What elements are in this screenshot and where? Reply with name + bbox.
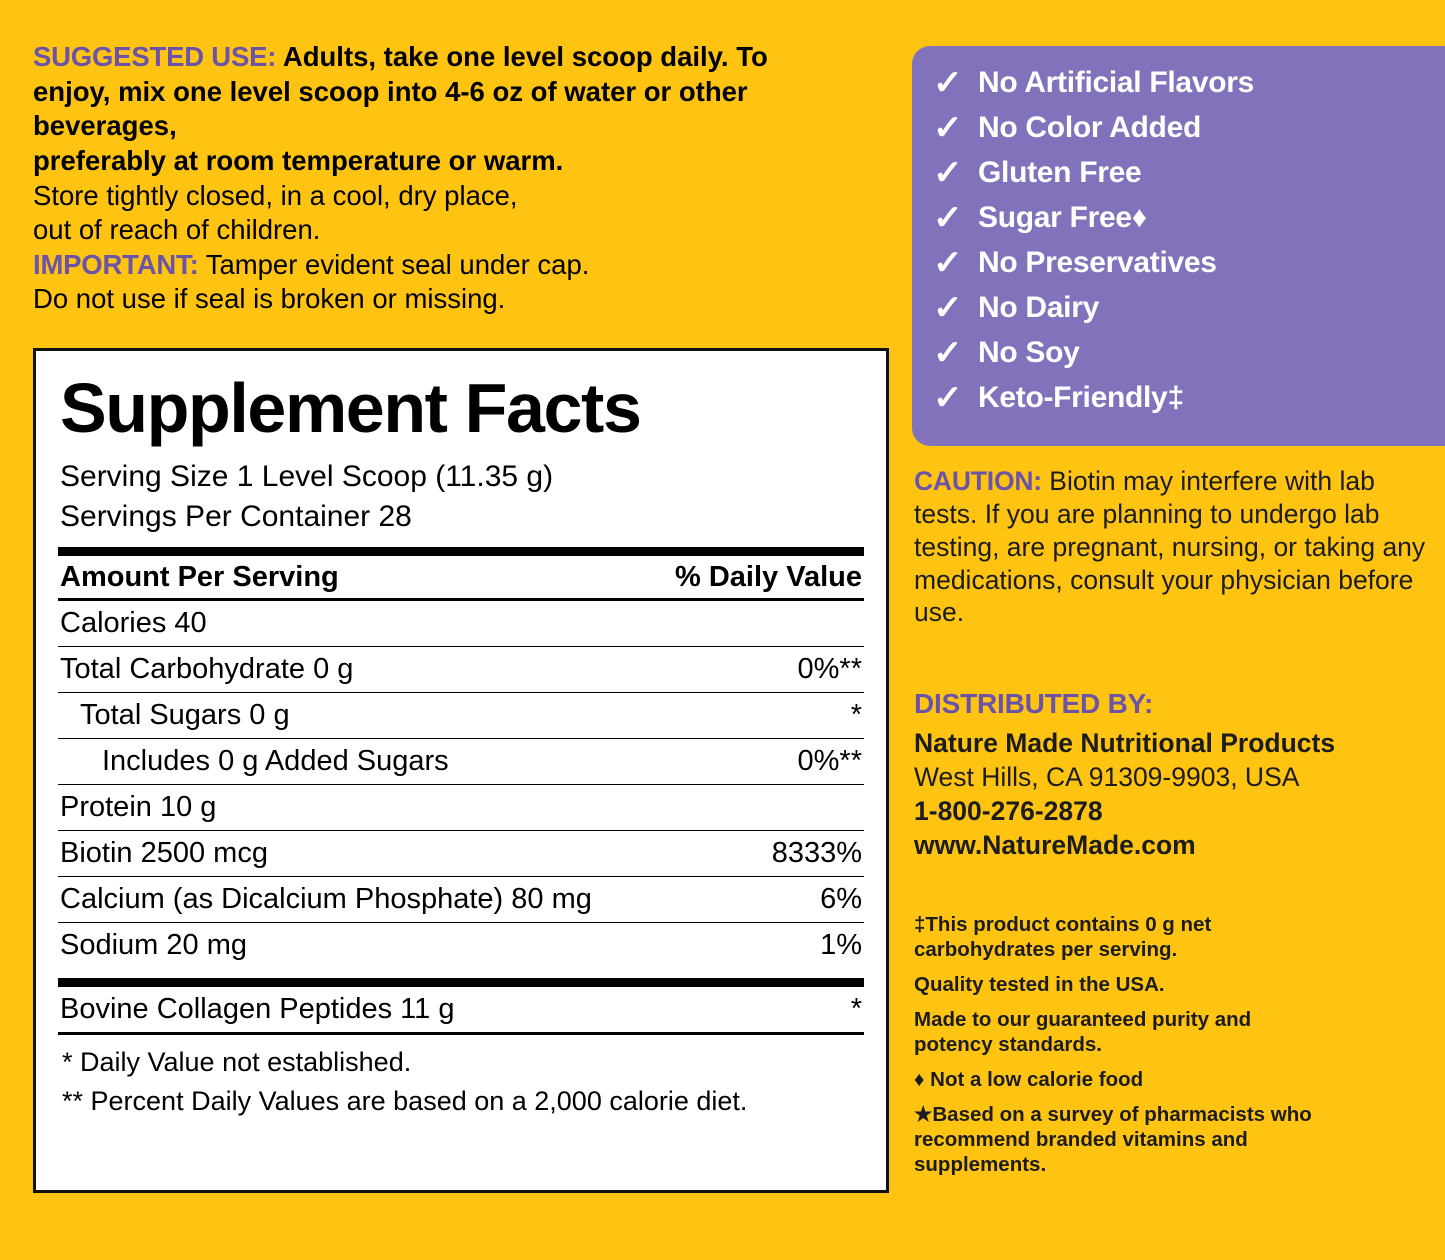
nutrient-dv: * [850, 698, 862, 731]
footnote-2: ** Percent Daily Values are based on a 2,000 calorie diet. [62, 1085, 748, 1116]
nutrient-dv: 1% [820, 928, 862, 961]
fine-print-line: ★Based on a survey of pharmacists who recommend branded vitamins and supplements. [914, 1103, 1312, 1176]
servings-per-container: Servings Per Container 28 [60, 499, 412, 533]
table-row [58, 739, 864, 784]
nutrient-name: Sodium 20 mg [60, 928, 247, 961]
suggested-use-line-3: preferably at room temperature or warm. [33, 144, 564, 176]
nutrient-name: Calcium (as Dicalcium Phosphate) 80 mg [60, 882, 592, 915]
company-phone[interactable]: 1-800-276-2878 [914, 795, 1103, 826]
check-icon: ✓ [932, 198, 963, 237]
suggested-use-line-1: Adults, take one level scoop daily. To [282, 41, 768, 72]
claim-item [912, 240, 1445, 285]
caution-body: Biotin may interfere with lab tests. If you are planning to undergo lab testing, are pregnant, nursing, or taking any medications, consult your physician before use. [914, 466, 1426, 628]
nutrient-name: Biotin 2500 mcg [60, 836, 268, 869]
nutrient-name: Bovine Collagen Peptides 11 g [60, 992, 455, 1025]
supplement-facts-title: Supplement Facts [60, 369, 641, 447]
storage-line-2: out of reach of children. [33, 214, 321, 246]
table-row [58, 923, 864, 968]
check-icon: ✓ [932, 243, 963, 282]
check-icon: ✓ [932, 63, 963, 102]
check-icon: ✓ [932, 153, 963, 192]
claim-label: No Preservatives [978, 245, 1217, 279]
claim-item [912, 285, 1445, 330]
distributed-by-heading: DISTRIBUTED BY: [914, 688, 1154, 719]
claim-label: Keto-Friendly‡ [978, 380, 1184, 414]
important-label: IMPORTANT: [33, 248, 199, 280]
storage-paragraph [33, 179, 893, 248]
nutrient-dv: 0%** [797, 652, 862, 685]
footnote-1: * Daily Value not established. [62, 1046, 412, 1077]
nutrient-dv: 0%** [797, 744, 862, 777]
claims-panel [912, 46, 1445, 446]
nutrient-name: Total Sugars 0 g [80, 698, 290, 731]
important-paragraph [33, 248, 893, 317]
nutrient-dv: 6% [820, 882, 862, 915]
claim-label: No Dairy [978, 290, 1099, 324]
daily-value-header: % Daily Value [675, 560, 862, 593]
nutrient-dv: 8333% [771, 836, 862, 869]
footnotes [58, 1035, 864, 1119]
suggested-use-label: SUGGESTED USE: [33, 41, 277, 72]
important-line-2: Do not use if seal is broken or missing. [33, 283, 506, 315]
divider-thick-top [58, 547, 864, 556]
suggested-use-paragraph [33, 40, 893, 179]
claim-item [912, 150, 1445, 195]
claim-item [912, 375, 1445, 420]
fine-print-line: ‡This product contains 0 g net carbohydrates per serving. [914, 913, 1212, 961]
nutrient-dv: * [850, 992, 862, 1025]
table-row-collagen [58, 987, 864, 1032]
claim-label: Sugar Free♦ [978, 200, 1147, 234]
caution-text [914, 465, 1444, 629]
nutrient-name: Calories 40 [60, 606, 207, 639]
claim-item [912, 105, 1445, 150]
table-row [58, 877, 864, 922]
table-row [58, 647, 864, 692]
storage-line-1: Store tightly closed, in a cool, dry place, [33, 179, 518, 211]
claim-item [912, 60, 1445, 105]
distributed-by-block [914, 727, 1444, 863]
amount-per-serving-header: Amount Per Serving [60, 560, 339, 593]
table-row [58, 693, 864, 738]
claim-label: No Soy [978, 335, 1080, 369]
usage-section [33, 40, 893, 317]
fine-print-block [914, 912, 1314, 1187]
claim-item [912, 195, 1445, 240]
table-row [58, 831, 864, 876]
claim-label: No Artificial Flavors [978, 65, 1254, 99]
suggested-use-line-2: enjoy, mix one level scoop into 4-6 oz of water or other beverages, [33, 75, 748, 142]
caution-label: CAUTION: [914, 466, 1042, 496]
check-icon: ✓ [932, 108, 963, 147]
check-icon: ✓ [932, 288, 963, 327]
fine-print-line: Made to our guaranteed purity and potency standards. [914, 1008, 1252, 1056]
nutrient-name: Protein 10 g [60, 790, 217, 823]
fine-print-line: ♦ Not a low calorie food [914, 1068, 1144, 1091]
company-address: West Hills, CA 91309-9903, USA [914, 761, 1300, 792]
table-row [58, 601, 864, 646]
check-icon: ✓ [932, 333, 963, 372]
check-icon: ✓ [932, 378, 963, 417]
divider-thick-bottom [58, 978, 864, 987]
fine-print-line: Quality tested in the USA. [914, 973, 1165, 996]
serving-size: Serving Size 1 Level Scoop (11.35 g) [60, 460, 554, 493]
nutrient-name: Includes 0 g Added Sugars [102, 744, 449, 777]
claim-label: Gluten Free [978, 155, 1142, 189]
table-row [58, 785, 864, 830]
supplement-facts-panel [33, 348, 889, 1193]
table-header-row [58, 556, 864, 598]
right-column [912, 0, 1445, 1260]
important-line-1: Tamper evident seal under cap. [205, 248, 590, 280]
company-name: Nature Made Nutritional Products [914, 728, 1336, 758]
company-website[interactable]: www.NatureMade.com [914, 829, 1196, 860]
claim-label: No Color Added [978, 110, 1201, 144]
claim-item [912, 330, 1445, 375]
nutrient-name: Total Carbohydrate 0 g [60, 652, 354, 685]
